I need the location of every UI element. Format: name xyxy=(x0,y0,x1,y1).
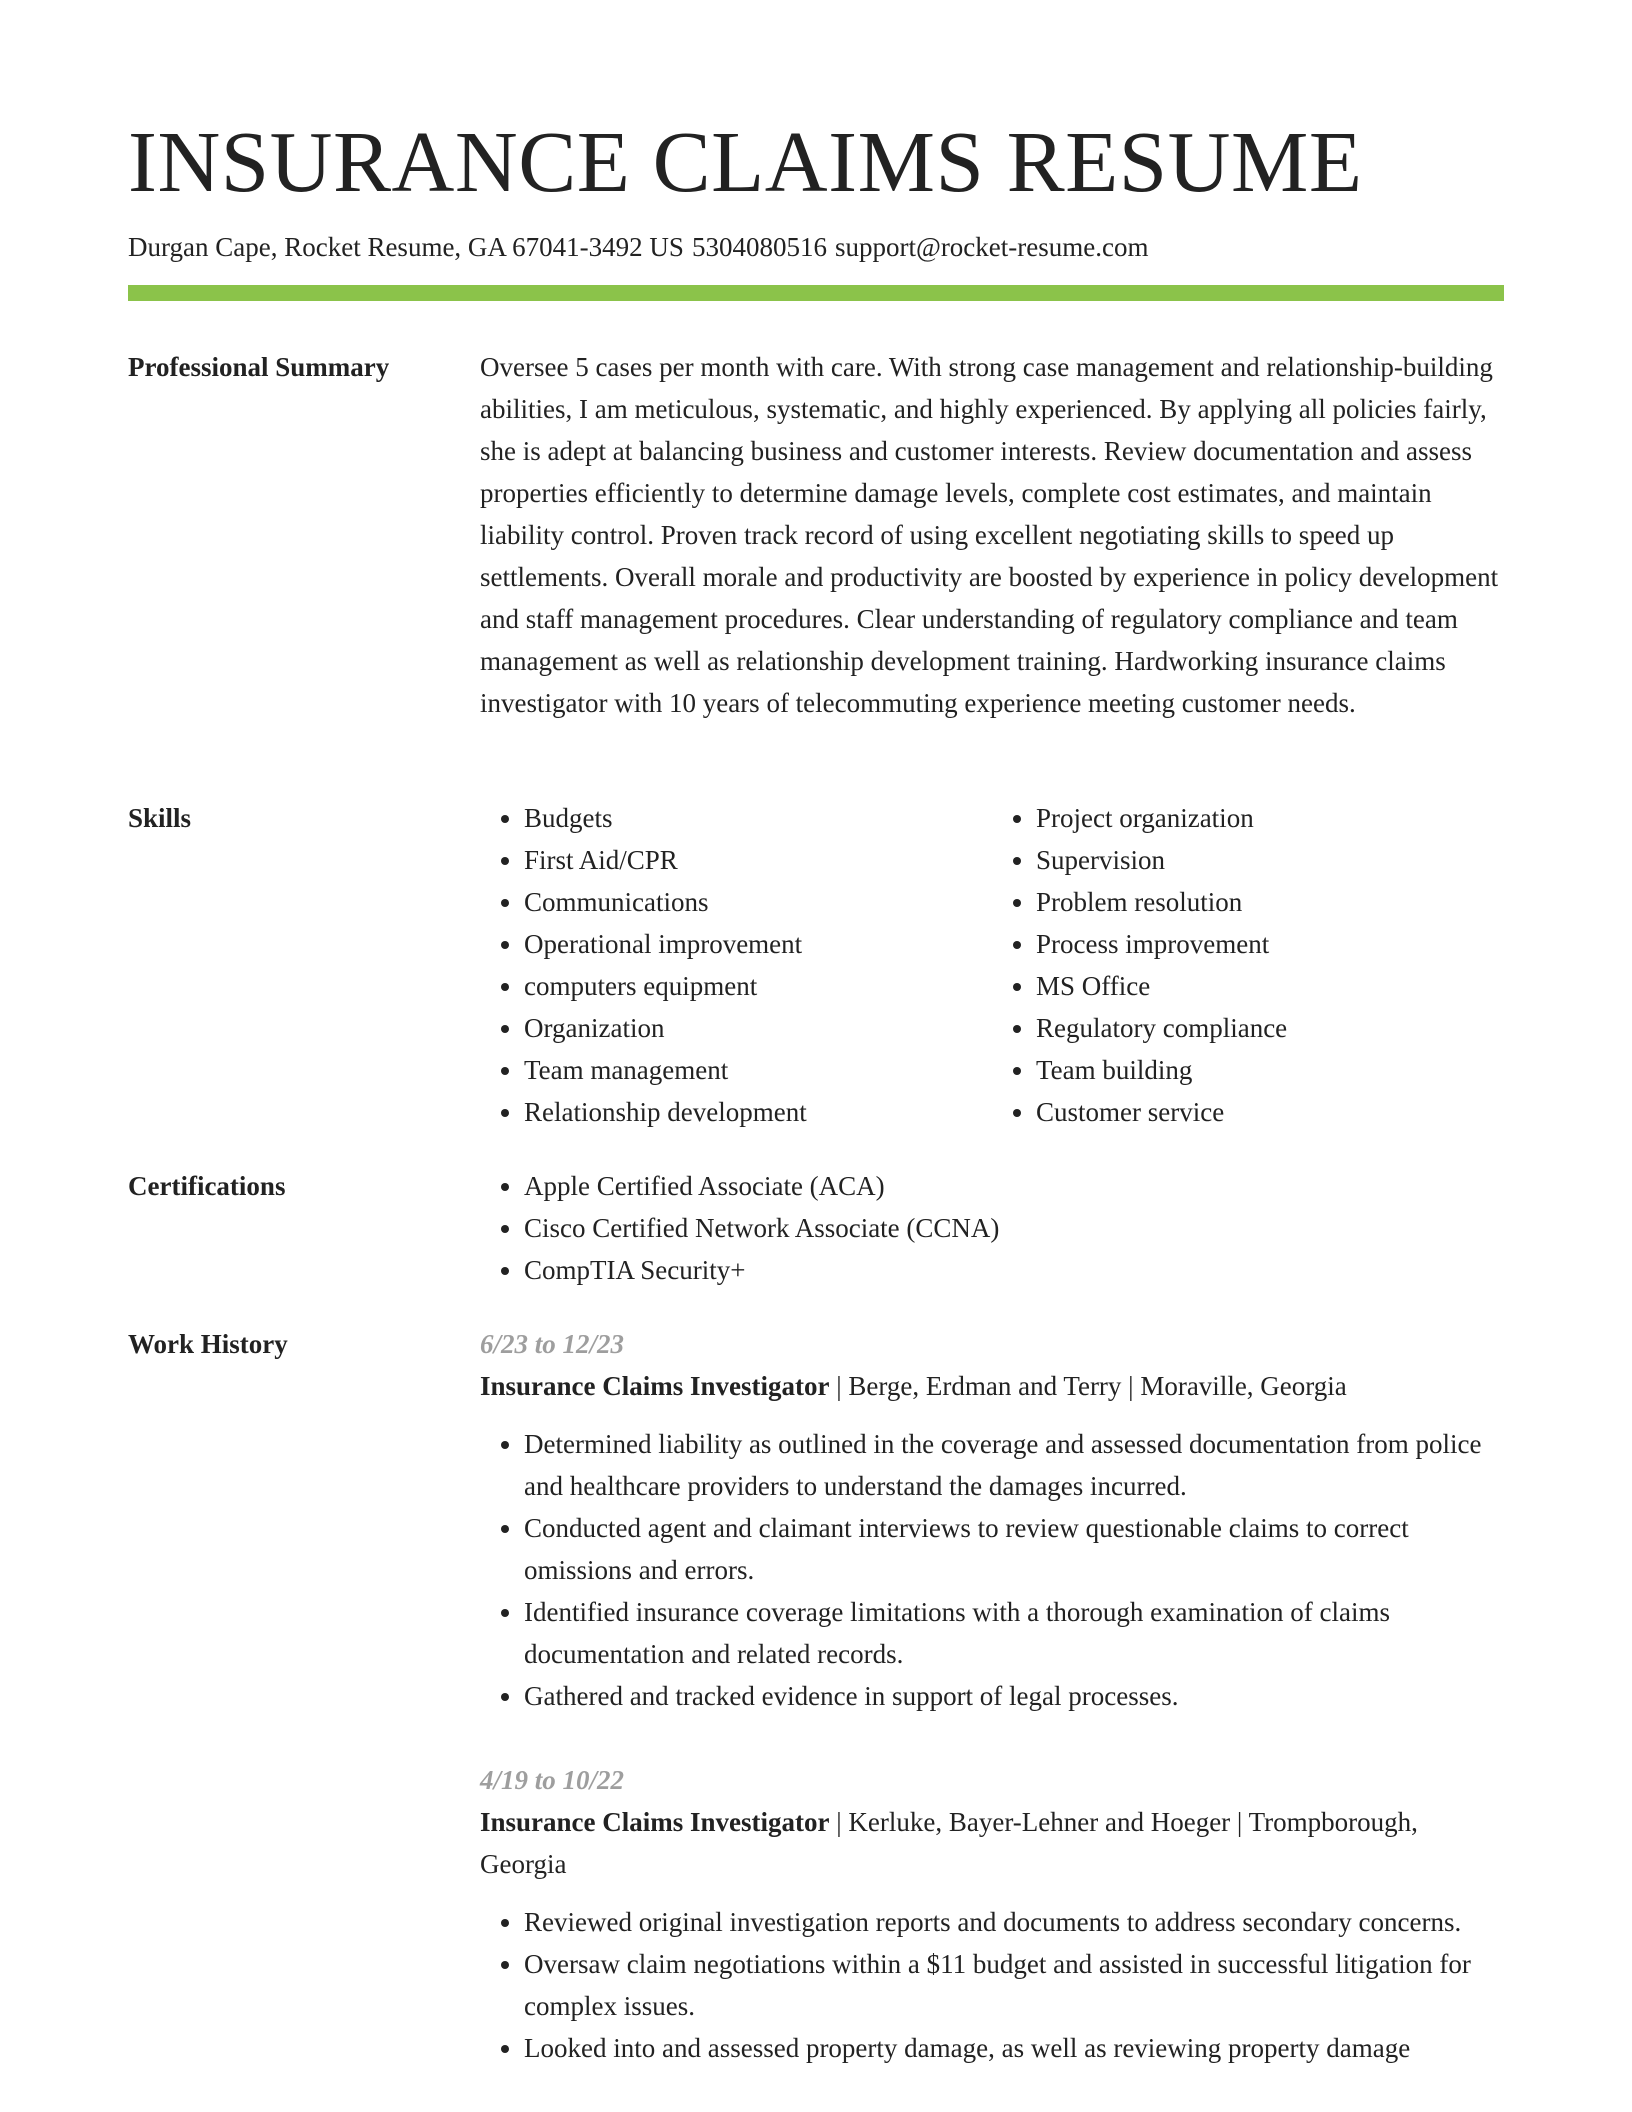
list-item: • MS Office xyxy=(1036,965,1504,1007)
list-item: • Customer service xyxy=(1036,1091,1504,1133)
list-item: • Conducted agent and claimant interviews to review questionable claims to correct omissions and errors. xyxy=(524,1507,1504,1591)
list-item: • Budgets xyxy=(524,797,992,839)
skills-list-right xyxy=(992,797,1504,1133)
summary-label: Professional Summary xyxy=(128,352,390,382)
work-history-body xyxy=(480,1323,1504,2069)
certifications-label: Certifications xyxy=(128,1171,286,1201)
job-heading xyxy=(480,1801,1504,1885)
list-item: • Team management xyxy=(524,1049,992,1091)
summary-body xyxy=(480,346,1504,724)
list-item: • Looked into and assessed property damage, as well as reviewing property damage xyxy=(524,2027,1504,2069)
list-item: • Cisco Certified Network Associate (CCNA) xyxy=(524,1207,1504,1249)
job-title: Insurance Claims Investigator xyxy=(480,1371,830,1401)
job-employer: | Kerluke, Bayer-Lehner and Hoeger | Trompborough, Georgia xyxy=(480,1807,1418,1879)
job-employer: | Berge, Erdman and Terry | Moraville, Georgia xyxy=(829,1371,1347,1401)
list-item: • Identified insurance coverage limitations with a thorough examination of claims documentation and related records. xyxy=(524,1591,1504,1675)
job-entry xyxy=(480,1323,1504,1717)
job-dates: 6/23 to 12/23 xyxy=(480,1329,625,1359)
list-item: • Problem resolution xyxy=(1036,881,1504,923)
list-item: • CompTIA Security+ xyxy=(524,1249,1504,1291)
list-item: • Gathered and tracked evidence in support of legal processes. xyxy=(524,1675,1504,1717)
list-item: • Process improvement xyxy=(1036,923,1504,965)
header-divider xyxy=(128,285,1504,301)
job-entry xyxy=(480,1759,1504,2069)
contact-line xyxy=(128,232,1156,263)
contact-address: Durgan Cape, Rocket Resume, GA 67041-3492 US xyxy=(128,232,684,262)
job-dates: 4/19 to 10/22 xyxy=(480,1765,625,1795)
list-item: • Relationship development xyxy=(524,1091,992,1133)
skills-columns xyxy=(480,797,1504,1133)
list-item: • Apple Certified Associate (ACA) xyxy=(524,1165,1504,1207)
job-bullets xyxy=(480,1901,1504,2069)
contact-phone: 5304080516 xyxy=(691,232,827,262)
list-item: • Supervision xyxy=(1036,839,1504,881)
list-item: • Team building xyxy=(1036,1049,1504,1091)
summary-text: Oversee 5 cases per month with care. With strong case management and relationship-building abilities, I am meticulous, systematic, and highly experienced. By applying all policies fairly, she is adept at balancing business and customer interests. Review documentation and assess properties efficiently to determine damage levels, complete cost estimates, and maintain liability control. Proven track record of using excellent negotiating skills to speed up settlements. Overall morale and productivity are boosted by experience in policy development and staff management procedures. Clear understanding of regulatory compliance and team management as well as relationship development training. Hardworking insurance claims investigator with 10 years of telecommuting experience meeting customer needs. xyxy=(480,352,1499,718)
job-bullets xyxy=(480,1423,1504,1717)
list-item: • Reviewed original investigation reports and documents to address secondary concerns. xyxy=(524,1901,1504,1943)
skills-list-left xyxy=(480,797,992,1133)
contact-email: support@rocket-resume.com xyxy=(834,232,1149,262)
work-history-label: Work History xyxy=(128,1329,288,1359)
list-item: • First Aid/CPR xyxy=(524,839,992,881)
list-item: • Communications xyxy=(524,881,992,923)
certifications-body xyxy=(480,1165,1504,1291)
list-item: • Operational improvement xyxy=(524,923,992,965)
skills-label: Skills xyxy=(128,803,192,833)
resume-title: INSURANCE CLAIMS RESUME xyxy=(128,113,1363,210)
list-item: • Determined liability as outlined in the coverage and assessed documentation from police and healthcare providers to understand the damages incurred. xyxy=(524,1423,1504,1507)
list-item: • Organization xyxy=(524,1007,992,1049)
list-item: • computers equipment xyxy=(524,965,992,1007)
list-item: • Project organization xyxy=(1036,797,1504,839)
list-item: • Regulatory compliance xyxy=(1036,1007,1504,1049)
job-title: Insurance Claims Investigator xyxy=(480,1807,830,1837)
list-item: • Oversaw claim negotiations within a $11 budget and assisted in successful litigation for complex issues. xyxy=(524,1943,1504,2027)
certifications-list xyxy=(480,1165,1504,1291)
job-heading xyxy=(480,1365,1504,1407)
